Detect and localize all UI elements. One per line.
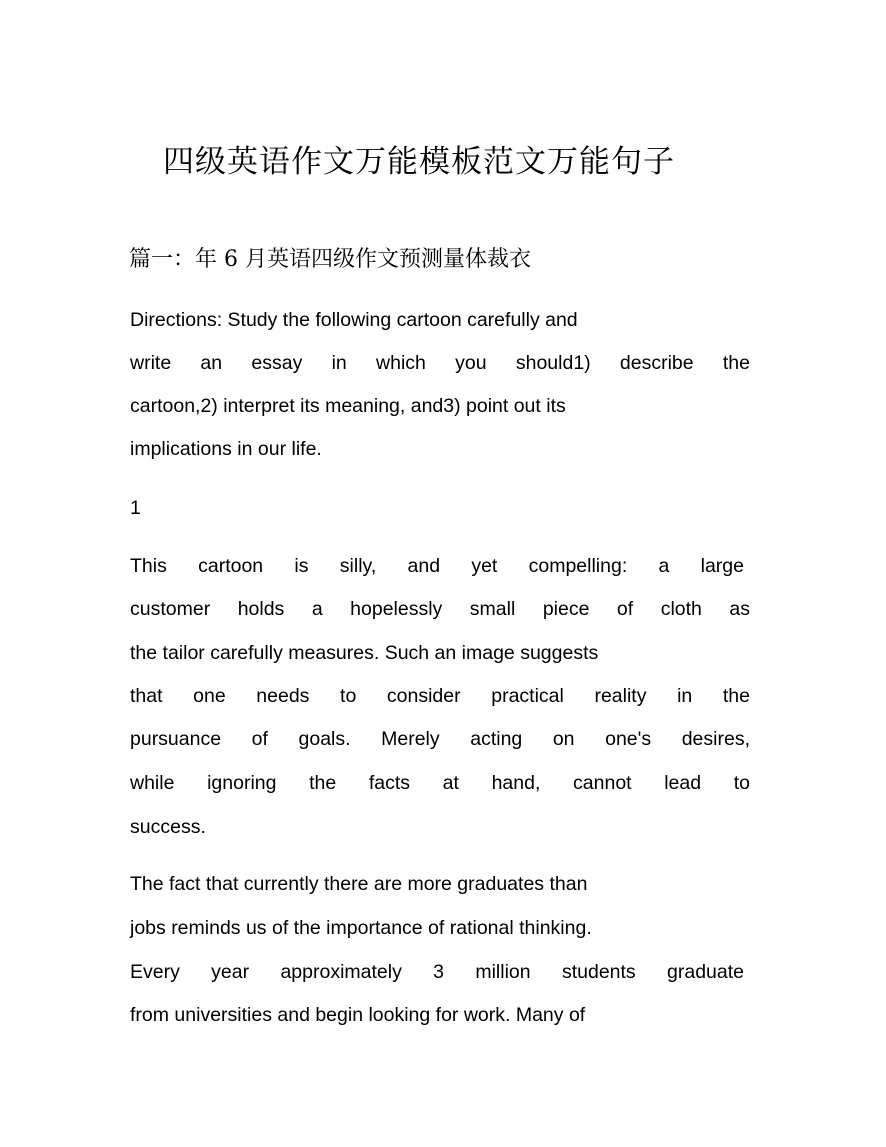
paragraph-line: success. <box>130 816 206 838</box>
paragraph-line: jobs reminds us of the importance of rational thinking. <box>130 917 592 939</box>
directions-line: write an essay in which you should1) describe the <box>130 352 750 374</box>
paragraph-line: Every year approximately 3 million students graduate <box>130 961 744 983</box>
section-number: 1 <box>130 497 141 519</box>
paragraph-line: that one needs to consider practical reality in the <box>130 685 750 707</box>
paragraph-line: The fact that currently there are more graduates than <box>130 873 588 895</box>
document-title: 四级英语作文万能模板范文万能句子 <box>163 144 675 180</box>
paragraph-line: while ignoring the facts at hand, cannot lead to <box>130 772 750 794</box>
directions-line: implications in our life. <box>130 438 322 460</box>
document-subtitle: 篇一：年 6 月英语四级作文预测量体裁衣 <box>129 247 531 272</box>
paragraph-line: This cartoon is silly, and yet compelling: a large <box>130 555 744 577</box>
directions-line: Directions: Study the following cartoon carefully and <box>130 309 578 331</box>
paragraph-line: customer holds a hopelessly small piece of cloth as <box>130 598 750 620</box>
paragraph-line: the tailor carefully measures. Such an image suggests <box>130 642 599 664</box>
paragraph-line: from universities and begin looking for work. Many of <box>130 1004 586 1026</box>
paragraph-line: pursuance of goals. Merely acting on one's desires, <box>130 728 750 750</box>
directions-line: cartoon,2) interpret its meaning, and3) point out its <box>130 395 566 417</box>
